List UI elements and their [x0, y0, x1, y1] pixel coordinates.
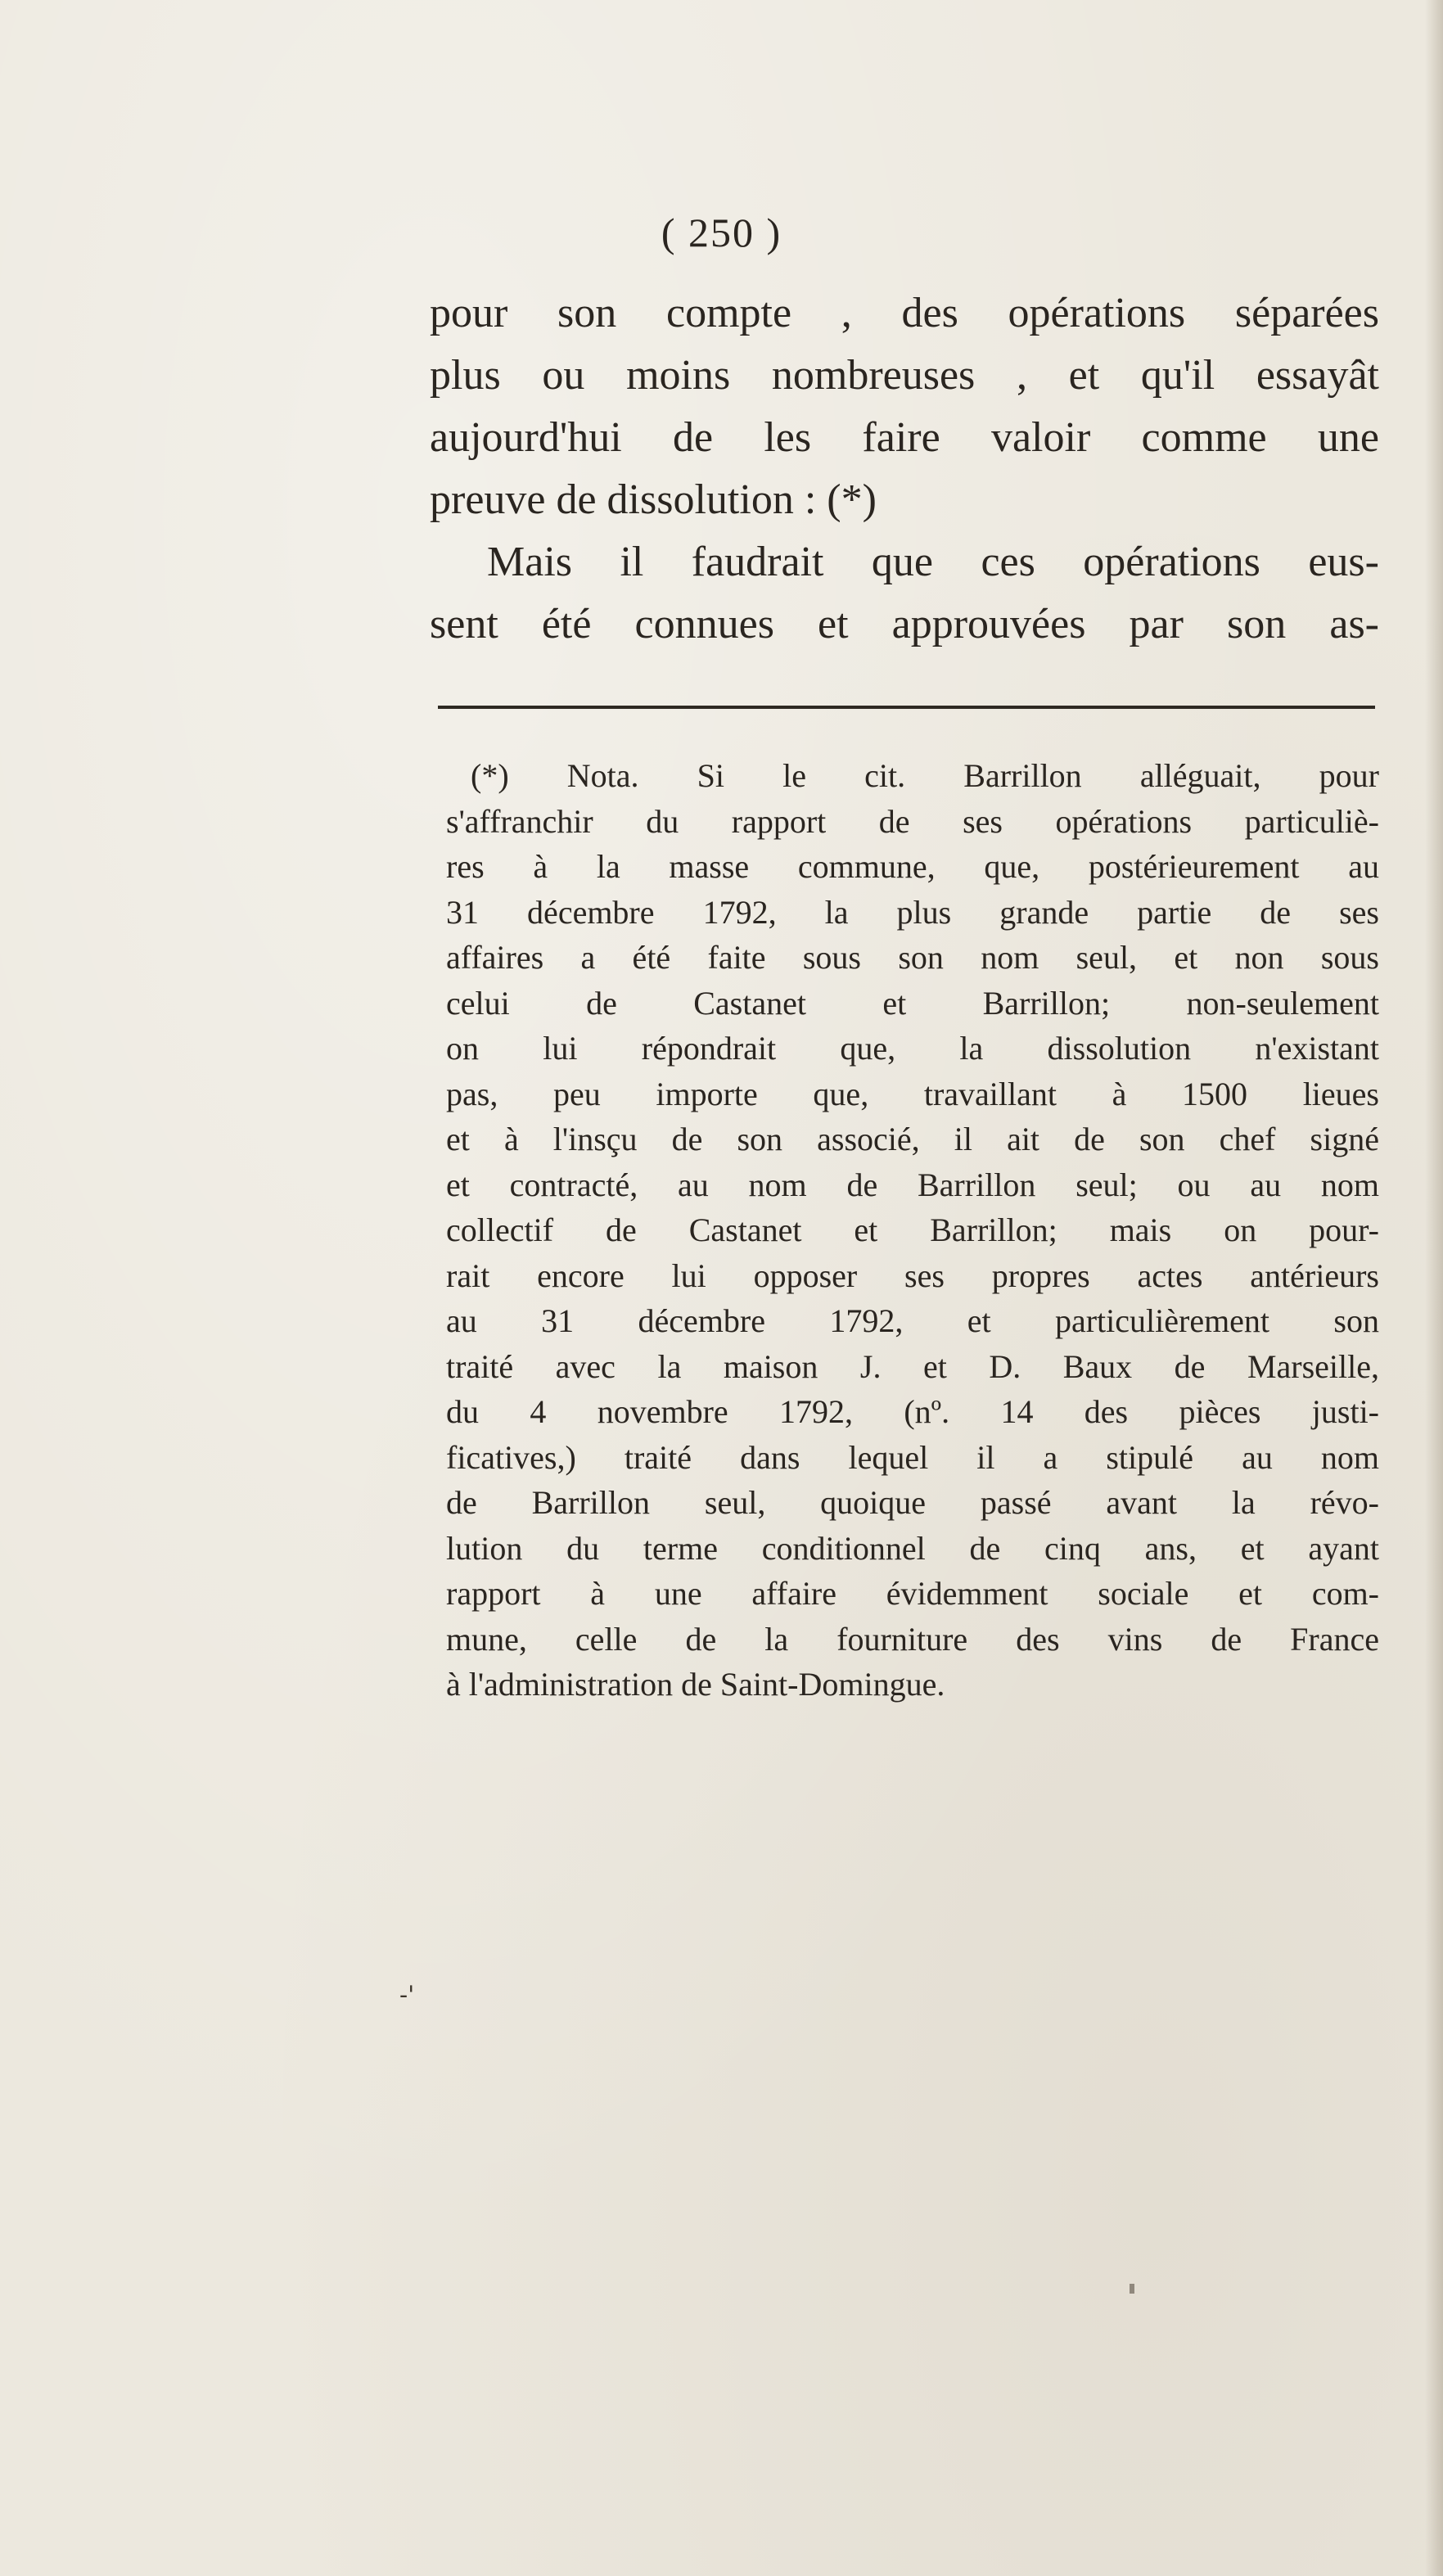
footnote-line: et contracté, au nom de Barrillon seul; ou au nom [446, 1166, 1379, 1203]
ink-speck [1130, 2284, 1134, 2294]
footnote-line: traité avec la maison J. et D. Baux de Marseille, [446, 1347, 1379, 1385]
footnote-line: celui de Castanet et Barrillon; non-seulement [446, 984, 1379, 1022]
footnote-line: au 31 décembre 1792, et particulièrement son [446, 1302, 1379, 1339]
main-text-line: Mais il faudrait que ces opérations eus- [487, 539, 1379, 585]
footnote-line: et à l'insçu de son associé, il ait de son chef signé [446, 1121, 1379, 1157]
main-text [430, 282, 1379, 656]
footnote-line: on lui répondrait que, la dissolution n'existant [446, 1030, 1379, 1067]
footnote-line: ficatives,) traité dans lequel il a stipulé au nom [446, 1438, 1379, 1476]
footnote-line: de Barrillon seul, quoique passé avant la révo- [446, 1484, 1379, 1521]
main-text-line: preuve de dissolution : (*) [430, 476, 877, 523]
footnote-line: s'affranchir du rapport de ses opérations particuliè- [446, 802, 1379, 840]
page-number: ( 250 ) [661, 210, 782, 255]
footnote-line: rait encore lui opposer ses propres actes antérieurs [446, 1256, 1379, 1294]
footnote-line: lution du terme conditionnel de cinq ans, et ayant [446, 1529, 1379, 1567]
footnote-line: 31 décembre 1792, la plus grande partie de ses [446, 893, 1379, 931]
footnote-line: rapport à une affaire évidemment sociale et com- [446, 1575, 1379, 1612]
footnote-line: pas, peu importe que, travaillant à 1500 lieues [446, 1075, 1379, 1112]
main-text-line: pour son compte , des opérations séparées [430, 290, 1379, 336]
footnote-divider [438, 706, 1375, 709]
footnote [446, 753, 1379, 1708]
footnote-line: collectif de Castanet et Barrillon; mais on pour- [446, 1211, 1379, 1248]
footnote-line: du 4 novembre 1792, (nº. 14 des pièces justi- [446, 1393, 1379, 1430]
footnote-line: à l'administration de Saint-Domingue. [446, 1666, 945, 1703]
page-edge-shadow [1425, 0, 1443, 2576]
footnote-line: mune, celle de la fourniture des vins de France [446, 1620, 1379, 1658]
ink-speck: -' [399, 1981, 415, 2010]
footnote-line: (*) Nota. Si le cit. Barrillon alléguait, pour [471, 757, 1379, 794]
main-text-line: sent été connues et approuvées par son as- [430, 601, 1379, 647]
main-text-line: plus ou moins nombreuses , et qu'il essayât [430, 352, 1379, 399]
main-text-line: aujourd'hui de les faire valoir comme une [430, 414, 1379, 461]
footnote-line: res à la masse commune, que, postérieurement au [446, 848, 1379, 885]
footnote-line: affaires a été faite sous son nom seul, et non sous [446, 939, 1379, 976]
